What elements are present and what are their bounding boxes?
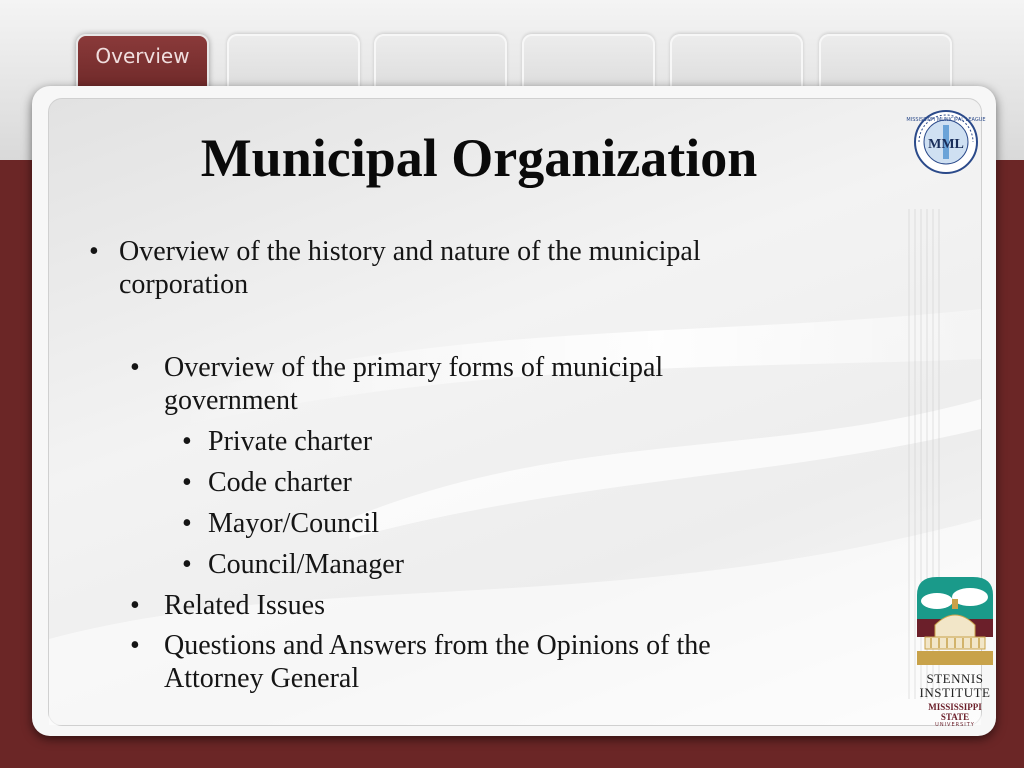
tab-overview[interactable] (76, 34, 209, 92)
bullet-icon: • (182, 467, 192, 498)
bullet-line: Questions and Answers from the Opinions of the (164, 630, 711, 661)
bullet-line: Related Issues (164, 590, 325, 621)
mml-ring-text: MISSISSIPPI MUNICIPAL LEAGUE (906, 117, 986, 123)
tab-6[interactable] (819, 34, 952, 92)
bullet-item (182, 466, 352, 499)
bullet-item (89, 235, 701, 301)
bullet-line: Code charter (208, 467, 352, 498)
bullet-icon: • (182, 426, 192, 457)
bullet-line: Attorney General (164, 663, 360, 694)
bullet-icon: • (130, 590, 140, 621)
slide-panel (48, 98, 991, 728)
capitol-icon (915, 575, 995, 667)
bullet-icon: • (182, 549, 192, 580)
bullet-icon: • (182, 508, 192, 539)
stennis-logo (915, 575, 995, 728)
bullet-line: corporation (119, 269, 249, 300)
bullet-item (182, 425, 373, 458)
bullet-line: Overview of the history and nature of the municipal (119, 236, 701, 267)
tab-4[interactable] (522, 34, 655, 92)
stennis-line1: STENNIS (926, 671, 984, 686)
tab-2[interactable] (227, 34, 360, 92)
bullet-icon: • (130, 352, 140, 383)
bullet-line: government (164, 385, 298, 416)
slide-title: Municipal Organization (200, 128, 758, 188)
bullet-icon: • (130, 630, 140, 661)
bullet-item (130, 351, 664, 417)
bullet-line: Mayor/Council (208, 508, 380, 539)
mml-center-text: MML (928, 137, 964, 152)
tab-3[interactable] (374, 34, 507, 92)
bullet-line: Private charter (208, 426, 373, 457)
mml-logo (906, 109, 986, 175)
tab-label: Overview (95, 44, 190, 68)
bullet-icon: • (89, 236, 99, 267)
stennis-line2: INSTITUTE (919, 685, 991, 700)
bullet-item (130, 629, 711, 695)
slide-frame (32, 86, 996, 736)
msu-sub: UNIVERSITY (935, 722, 975, 728)
bullet-item (182, 548, 404, 581)
bullet-line: Overview of the primary forms of municipal (164, 352, 664, 383)
tab-5[interactable] (670, 34, 803, 92)
bullet-item (182, 507, 380, 540)
msu-line: MISSISSIPPI STATE (928, 702, 982, 722)
bullet-item (130, 589, 325, 622)
bullet-line: Council/Manager (208, 549, 404, 580)
